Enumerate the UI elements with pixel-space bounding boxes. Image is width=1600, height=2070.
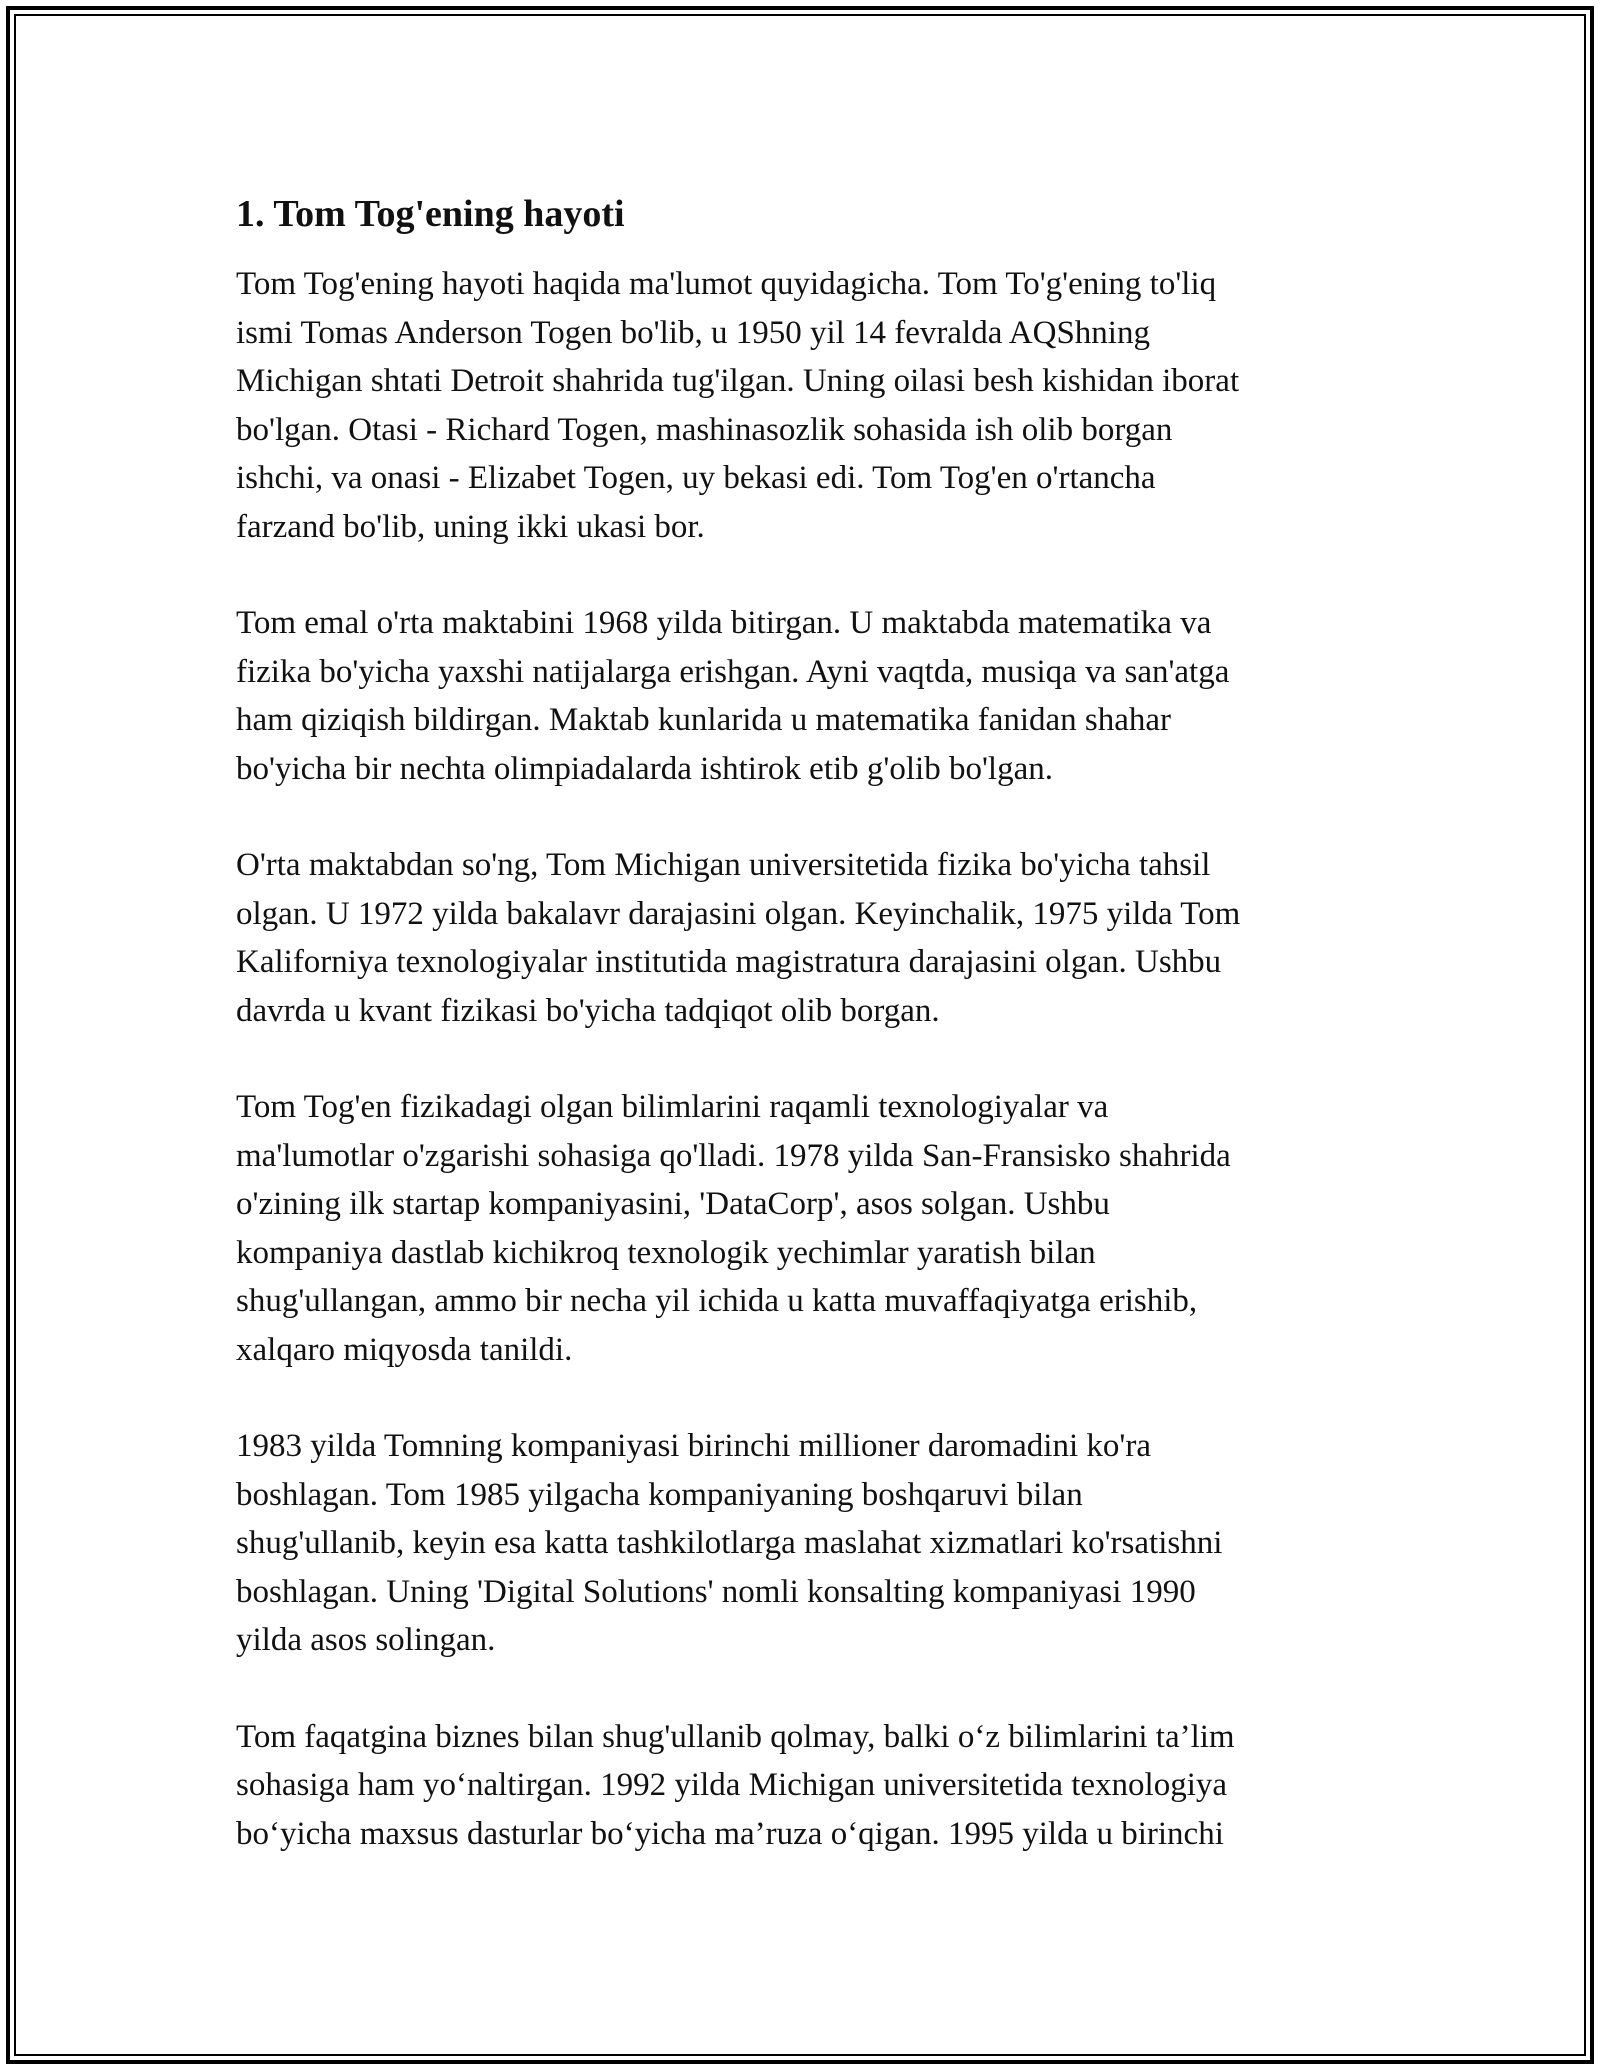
paragraph-2: Tom emal o'rta maktabini 1968 yilda bitirgan. U maktabda matematika va fizika bo'yicha yaxshi natijalarga erishgan. Ayni vaqtda, musiqa va san'atga ham qiziqish bildirgan. Maktab kunlarida u matematika fanidan shahar bo'yicha bir nechta olimpiadalarda ishtirok etib g'olib bo'lgan.	[236, 605, 1230, 787]
document-body	[236, 186, 1366, 1906]
paragraph-4: Tom Tog'en fizikadagi olgan bilimlarini raqamli texnologiyalar va ma'lumotlar o'zgarishi sohasiga qo'lladi. 1978 yilda San-Fransisko shahrida o'zining ilk startap kompaniyasini, 'DataCorp', asos solgan. Ushbu kompaniya dastlab kichikroq texnologik yechimlar yaratish bilan shug'ullangan, ammo bir necha yil ichida u katta muvaffaqiyatga erishib, xalqaro miqyosda tanildi.	[236, 1089, 1231, 1368]
paragraph-6: Tom faqatgina biznes bilan shug'ullanib qolmay, balki o‘z bilimlarini ta’lim sohasiga ham yo‘naltirgan. 1992 yilda Michigan universitetida texnologiya bo‘yicha maxsus dasturlar bo‘yicha ma’ruza o‘qigan. 1995 yilda u birinchi	[236, 1718, 1235, 1852]
paragraph-5: 1983 yilda Tomning kompaniyasi birinchi millioner daromadini ko'ra boshlagan. Tom 1985 yilgacha kompaniyaning boshqaruvi bilan shug'ullanib, keyin esa katta tashkilotlarga maslahat xizmatlari ko'rsatishni boshlagan. Uning 'Digital Solutions' nomli konsalting kompaniyasi 1990 yilda asos solingan.	[236, 1428, 1223, 1658]
paragraph-3: O'rta maktabdan so'ng, Tom Michigan universitetida fizika bo'yicha tahsil olgan. U 1972 yilda bakalavr darajasini olgan. Keyinchalik, 1975 yilda Tom Kaliforniya texnologiyalar institutida magistratura darajasini olgan. Ushbu davrda u kvant fizikasi bo'yicha tadqiqot olib borgan.	[236, 847, 1241, 1029]
paragraph-1: Tom Tog'ening hayoti haqida ma'lumot quyidagicha. Tom To'g'ening to'liq ismi Tomas Anderson Togen bo'lib, u 1950 yil 14 fevralda AQShning Michigan shtati Detroit shahrida tug'ilgan. Uning oilasi besh kishidan iborat bo'lgan. Otasi - Richard Togen, mashinasozlik sohasida ish olib borgan ishchi, va onasi - Elizabet Togen, uy bekasi edi. Tom Tog'en o'rtancha farzand bo'lib, uning ikki ukasi bor.	[236, 266, 1240, 545]
section-heading: 1. Tom Tog'ening hayoti	[236, 193, 625, 235]
